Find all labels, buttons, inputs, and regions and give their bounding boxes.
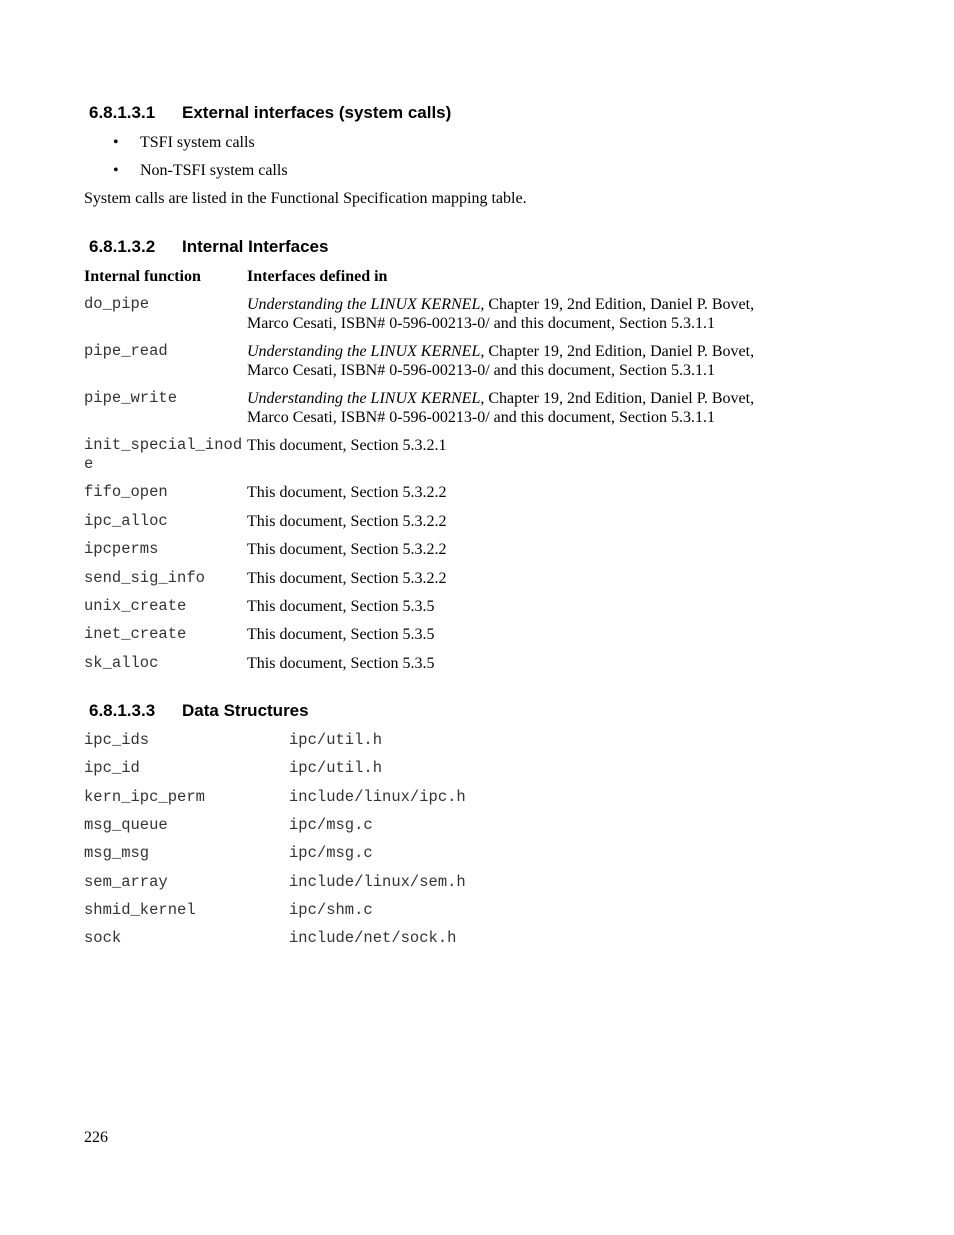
interface-reference [247,342,807,380]
structure-name: kern_ipc_perm [84,788,205,806]
data-structure-row [84,844,373,863]
data-structure-row [84,816,373,835]
structure-file: ipc/msg.c [289,844,373,862]
bullet-icon: • [113,134,119,151]
interface-reference [247,389,807,427]
paragraph: System calls are listed in the Functional Specification mapping table. [84,190,527,207]
data-structure-row [84,901,373,920]
structure-file: ipc/util.h [289,731,383,749]
structure-file: include/net/sock.h [289,929,457,947]
section-heading-data-structures [89,701,309,721]
data-structure-row [84,873,466,892]
section-title: Internal Interfaces [182,237,329,256]
reference-text: , Chapter 19, 2nd Edition, Daniel P. Bovet, [480,390,755,407]
list-item-text: Non-TSFI system calls [140,162,288,179]
function-name: pipe_read [84,342,168,360]
data-structure-row [84,929,456,948]
function-name: ipc_alloc [84,512,168,530]
function-name: fifo_open [84,483,168,501]
column-header-interfaces-defined-in: Interfaces defined in [247,268,388,285]
structure-name: ipc_ids [84,731,150,749]
structure-name: ipc_id [84,759,140,777]
interface-reference: This document, Section 5.3.5 [247,655,435,672]
section-number: 6.8.1.3.2 [89,237,156,256]
data-structure-row [84,759,382,778]
structure-name: sock [84,929,122,947]
column-header-internal-function: Internal function [84,268,201,285]
function-name: sk_alloc [84,654,159,672]
interface-reference: This document, Section 5.3.2.2 [247,541,447,558]
section-title: External interfaces (system calls) [182,103,452,122]
book-title: Understanding the LINUX KERNEL [247,343,481,360]
reference-text: Marco Cesati, ISBN# 0-596-00213-0/ and this document, Section 5.3.1.1 [247,362,715,379]
section-title: Data Structures [182,701,309,720]
reference-text: , Chapter 19, 2nd Edition, Daniel P. Bovet, [480,296,755,313]
structure-file: include/linux/ipc.h [289,788,466,806]
interface-reference: This document, Section 5.3.2.2 [247,570,447,587]
structure-file: ipc/shm.c [289,901,373,919]
data-structure-row [84,788,466,807]
interface-reference: This document, Section 5.3.2.2 [247,484,447,501]
function-name: inet_create [84,625,187,643]
function-name: ipcperms [84,540,159,558]
section-heading-external-interfaces [89,103,451,123]
structure-name: msg_msg [84,844,150,862]
structure-file: include/linux/sem.h [289,873,466,891]
structure-name: sem_array [84,873,168,891]
interface-reference [247,295,807,333]
section-heading-internal-interfaces [89,237,328,257]
reference-text: , Chapter 19, 2nd Edition, Daniel P. Bovet, [480,343,755,360]
function-name: init_special_inode [84,436,243,473]
section-number: 6.8.1.3.3 [89,701,156,720]
function-name: unix_create [84,597,187,615]
list-item [113,161,288,180]
list-item [113,133,255,152]
interface-reference: This document, Section 5.3.5 [247,598,435,615]
page-number: 226 [84,1129,108,1146]
structure-name: msg_queue [84,816,168,834]
book-title: Understanding the LINUX KERNEL [247,390,481,407]
data-structure-row [84,731,382,750]
interface-reference: This document, Section 5.3.2.2 [247,513,447,530]
function-name: do_pipe [84,295,150,313]
structure-file: ipc/msg.c [289,816,373,834]
book-title: Understanding the LINUX KERNEL [247,296,481,313]
reference-text: Marco Cesati, ISBN# 0-596-00213-0/ and this document, Section 5.3.1.1 [247,409,715,426]
function-name: pipe_write [84,389,178,407]
section-number: 6.8.1.3.1 [89,103,156,122]
interface-reference: This document, Section 5.3.2.1 [247,437,447,454]
interface-reference: This document, Section 5.3.5 [247,626,435,643]
bullet-icon: • [113,162,119,179]
structure-name: shmid_kernel [84,901,196,919]
function-name: send_sig_info [84,569,205,587]
reference-text: Marco Cesati, ISBN# 0-596-00213-0/ and this document, Section 5.3.1.1 [247,315,715,332]
structure-file: ipc/util.h [289,759,383,777]
list-item-text: TSFI system calls [140,134,255,151]
